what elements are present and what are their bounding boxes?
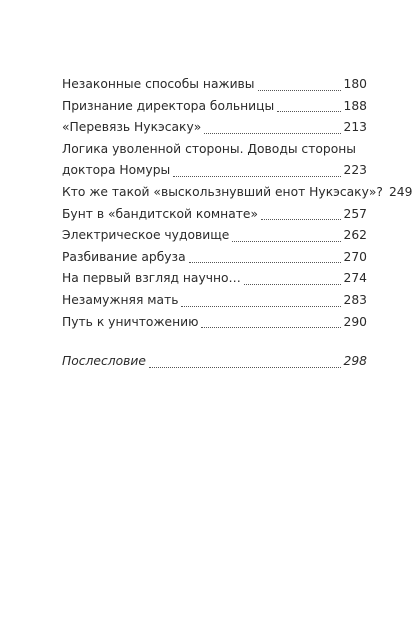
- dot-leader: [261, 209, 341, 220]
- dot-leader: [201, 317, 340, 328]
- toc-entry-page: 283: [343, 292, 367, 307]
- dot-leader: [173, 166, 340, 177]
- toc-entry[interactable]: [62, 182, 413, 204]
- dot-leader: [277, 101, 340, 112]
- toc-entry[interactable]: [62, 268, 367, 290]
- dot-leader: [232, 231, 340, 242]
- toc-entry-page: 298: [343, 354, 367, 369]
- toc-entry[interactable]: [62, 225, 367, 247]
- toc-entry[interactable]: [62, 290, 367, 312]
- toc-entry-title: Бунт в «бандитской комнате»: [62, 206, 258, 221]
- toc-entry-title: «Перевязь Нукэсаку»: [62, 120, 202, 135]
- toc-entry-line-2: [62, 160, 367, 182]
- toc-entry-page: 257: [343, 206, 367, 221]
- dot-leader: [181, 296, 340, 307]
- table-of-contents: [62, 74, 413, 373]
- toc-entry-page: 290: [343, 314, 367, 329]
- toc-entry-title: Незамужняя мать: [62, 292, 179, 307]
- toc-entry[interactable]: [62, 139, 367, 182]
- toc-entry-page: 223: [343, 163, 367, 178]
- toc-entry-page: 274: [343, 271, 367, 286]
- toc-entry[interactable]: [62, 117, 367, 139]
- dot-leader: [244, 274, 341, 285]
- toc-entry-title: Послесловие: [62, 354, 146, 369]
- dot-leader: [204, 123, 340, 134]
- toc-entry-title: Разбивание арбуза: [62, 249, 186, 264]
- toc-entry[interactable]: [62, 96, 367, 118]
- toc-entry-title-line-1: Логика уволенной стороны. Доводы стороны: [62, 141, 356, 156]
- toc-entry[interactable]: [62, 312, 367, 334]
- toc-entry-afterword[interactable]: [62, 351, 367, 373]
- toc-entry-page: 188: [343, 98, 367, 113]
- toc-entry-title: Признание директора больницы: [62, 98, 275, 113]
- toc-entry-page: 180: [343, 77, 367, 91]
- dot-leader: [189, 252, 341, 263]
- toc-entry-title: Путь к уничтожению: [62, 314, 199, 329]
- toc-entry-page: 213: [343, 120, 367, 135]
- toc-entry-page: 262: [343, 228, 367, 243]
- toc-entry-title: Кто же такой «выскользнувший енот Нукэсаку»?: [62, 184, 383, 199]
- toc-entry[interactable]: [62, 204, 367, 226]
- toc-entry-title: На первый взгляд научно…: [62, 271, 241, 286]
- toc-entry[interactable]: [62, 74, 367, 96]
- dot-leader: [149, 357, 341, 368]
- toc-entry-page: 249: [388, 184, 413, 199]
- toc-entry[interactable]: [62, 247, 367, 269]
- toc-entry-title: Незаконные способы наживы: [62, 77, 255, 91]
- toc-entry-page: 270: [343, 249, 367, 264]
- section-spacer: [62, 333, 367, 351]
- toc-entry-title-line-2: доктора Номуры: [62, 163, 171, 178]
- toc-entry-title: Электрическое чудовище: [62, 228, 230, 243]
- dot-leader: [258, 80, 341, 91]
